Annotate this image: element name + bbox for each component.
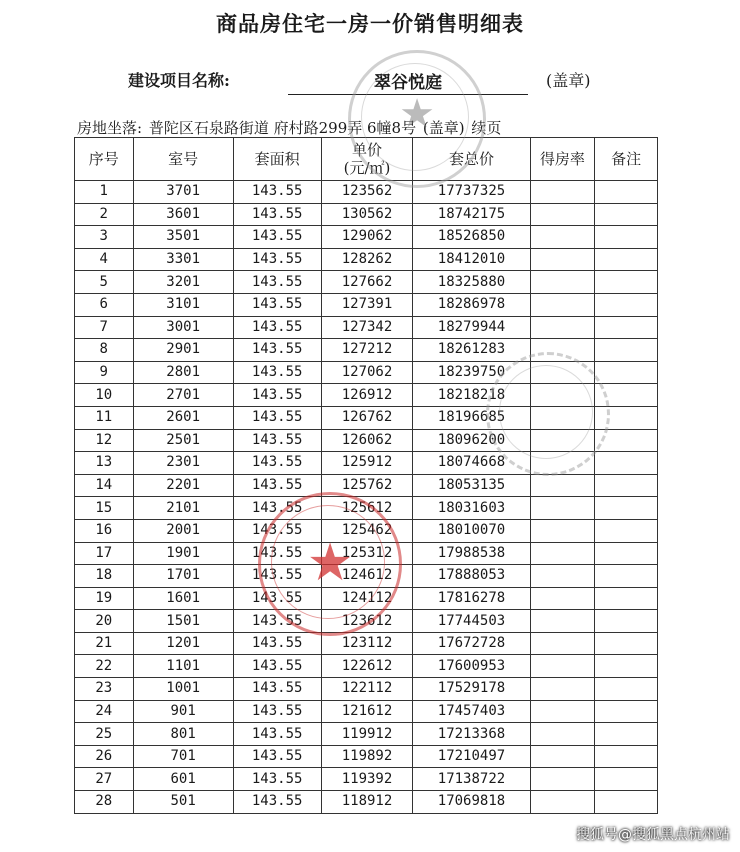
table-row xyxy=(75,474,658,497)
row-ratio xyxy=(530,293,595,316)
row-ratio xyxy=(530,655,595,678)
table-row xyxy=(75,542,658,565)
header-unit-price-label: 单价 xyxy=(352,141,383,159)
row-ratio xyxy=(530,678,595,701)
row-unit-price: 130562 xyxy=(321,203,413,226)
row-area: 143.55 xyxy=(233,452,321,475)
row-total: 18261283 xyxy=(413,339,530,362)
row-room: 801 xyxy=(133,723,233,746)
row-remark xyxy=(595,565,658,588)
table-row xyxy=(75,791,658,814)
address-seal-note: (盖章) xyxy=(422,119,465,137)
row-seq: 21 xyxy=(75,632,134,655)
row-ratio xyxy=(530,181,595,204)
row-room: 2901 xyxy=(133,339,233,362)
table-row xyxy=(75,203,658,226)
row-remark xyxy=(595,519,658,542)
row-room: 1101 xyxy=(133,655,233,678)
row-remark xyxy=(595,587,658,610)
row-seq: 26 xyxy=(75,745,134,768)
row-unit-price: 127342 xyxy=(321,316,413,339)
project-seal-note: (盖章) xyxy=(546,71,591,90)
table-row xyxy=(75,226,658,249)
row-room: 2001 xyxy=(133,519,233,542)
row-area: 143.55 xyxy=(233,768,321,791)
row-remark xyxy=(595,384,658,407)
table-row xyxy=(75,339,658,362)
row-area: 143.55 xyxy=(233,745,321,768)
row-total: 17672728 xyxy=(413,632,530,655)
row-remark xyxy=(595,339,658,362)
row-total: 18218218 xyxy=(413,384,530,407)
row-seq: 22 xyxy=(75,655,134,678)
row-ratio xyxy=(530,791,595,814)
row-seq: 12 xyxy=(75,429,134,452)
table-row xyxy=(75,429,658,452)
row-room: 3501 xyxy=(133,226,233,249)
row-total: 18412010 xyxy=(413,248,530,271)
row-remark xyxy=(595,542,658,565)
row-total: 17988538 xyxy=(413,542,530,565)
row-remark xyxy=(595,226,658,249)
row-total: 18742175 xyxy=(413,203,530,226)
row-seq: 1 xyxy=(75,181,134,204)
row-room: 501 xyxy=(133,791,233,814)
row-total: 18325880 xyxy=(413,271,530,294)
row-ratio xyxy=(530,587,595,610)
row-seq: 18 xyxy=(75,565,134,588)
row-remark xyxy=(595,406,658,429)
header-total: 套总价 xyxy=(413,138,530,181)
row-seq: 27 xyxy=(75,768,134,791)
row-ratio xyxy=(530,519,595,542)
row-remark xyxy=(595,745,658,768)
row-unit-price: 125912 xyxy=(321,452,413,475)
row-unit-price: 125462 xyxy=(321,519,413,542)
row-unit-price: 122112 xyxy=(321,678,413,701)
row-unit-price: 127212 xyxy=(321,339,413,362)
row-ratio xyxy=(530,226,595,249)
row-room: 1601 xyxy=(133,587,233,610)
row-room: 601 xyxy=(133,768,233,791)
row-unit-price: 125762 xyxy=(321,474,413,497)
row-remark xyxy=(595,429,658,452)
row-ratio xyxy=(530,745,595,768)
table-header-row xyxy=(75,138,658,181)
row-area: 143.55 xyxy=(233,610,321,633)
header-seq: 序号 xyxy=(75,138,134,181)
row-unit-price: 119892 xyxy=(321,745,413,768)
row-seq: 2 xyxy=(75,203,134,226)
header-unit-price xyxy=(321,138,413,181)
row-ratio xyxy=(530,339,595,362)
row-total: 17888053 xyxy=(413,565,530,588)
row-room: 1901 xyxy=(133,542,233,565)
row-total: 17069818 xyxy=(413,791,530,814)
row-seq: 10 xyxy=(75,384,134,407)
address-value: 普陀区石泉路街道 府村路299弄 6幢8号 xyxy=(148,119,417,137)
row-remark xyxy=(595,452,658,475)
row-seq: 7 xyxy=(75,316,134,339)
row-unit-price: 125612 xyxy=(321,497,413,520)
table-row xyxy=(75,406,658,429)
row-room: 2201 xyxy=(133,474,233,497)
row-ratio xyxy=(530,406,595,429)
row-remark xyxy=(595,768,658,791)
row-room: 3701 xyxy=(133,181,233,204)
table-row xyxy=(75,361,658,384)
row-room: 2701 xyxy=(133,384,233,407)
row-total: 17816278 xyxy=(413,587,530,610)
row-room: 1701 xyxy=(133,565,233,588)
row-unit-price: 129062 xyxy=(321,226,413,249)
table-row xyxy=(75,181,658,204)
row-ratio xyxy=(530,203,595,226)
row-total: 17213368 xyxy=(413,723,530,746)
row-ratio xyxy=(530,384,595,407)
row-ratio xyxy=(530,361,595,384)
document-title: 商品房住宅一房一价销售明细表 xyxy=(216,11,524,36)
row-area: 143.55 xyxy=(233,181,321,204)
row-area: 143.55 xyxy=(233,361,321,384)
row-unit-price: 124612 xyxy=(321,565,413,588)
row-area: 143.55 xyxy=(233,474,321,497)
row-area: 143.55 xyxy=(233,700,321,723)
row-seq: 4 xyxy=(75,248,134,271)
row-unit-price: 127662 xyxy=(321,271,413,294)
table-row xyxy=(75,632,658,655)
row-area: 143.55 xyxy=(233,542,321,565)
row-room: 3601 xyxy=(133,203,233,226)
row-total: 18239750 xyxy=(413,361,530,384)
row-room: 3001 xyxy=(133,316,233,339)
row-unit-price: 123112 xyxy=(321,632,413,655)
row-remark xyxy=(595,497,658,520)
row-total: 18053135 xyxy=(413,474,530,497)
table-row xyxy=(75,700,658,723)
row-ratio xyxy=(530,248,595,271)
table-row xyxy=(75,452,658,475)
row-ratio xyxy=(530,452,595,475)
row-total: 17529178 xyxy=(413,678,530,701)
row-area: 143.55 xyxy=(233,723,321,746)
row-unit-price: 127391 xyxy=(321,293,413,316)
table-row xyxy=(75,610,658,633)
row-remark xyxy=(595,293,658,316)
row-room: 2501 xyxy=(133,429,233,452)
row-remark xyxy=(595,474,658,497)
row-area: 143.55 xyxy=(233,339,321,362)
row-area: 143.55 xyxy=(233,429,321,452)
table-row xyxy=(75,745,658,768)
price-table xyxy=(74,137,658,814)
table-row xyxy=(75,565,658,588)
header-remark: 备注 xyxy=(595,138,658,181)
row-seq: 16 xyxy=(75,519,134,542)
row-remark xyxy=(595,791,658,814)
row-area: 143.55 xyxy=(233,271,321,294)
row-seq: 23 xyxy=(75,678,134,701)
row-seq: 19 xyxy=(75,587,134,610)
row-remark xyxy=(595,723,658,746)
row-remark xyxy=(595,700,658,723)
table-row xyxy=(75,248,658,271)
row-seq: 24 xyxy=(75,700,134,723)
row-seq: 17 xyxy=(75,542,134,565)
project-name: 翠谷悦庭 xyxy=(288,68,528,95)
row-total: 18010070 xyxy=(413,519,530,542)
row-ratio xyxy=(530,610,595,633)
row-total: 18526850 xyxy=(413,226,530,249)
row-ratio xyxy=(530,768,595,791)
row-room: 1201 xyxy=(133,632,233,655)
row-room: 1501 xyxy=(133,610,233,633)
row-room: 2101 xyxy=(133,497,233,520)
row-seq: 11 xyxy=(75,406,134,429)
seal-top-star-icon: ★ xyxy=(399,91,435,137)
row-remark xyxy=(595,361,658,384)
row-area: 143.55 xyxy=(233,203,321,226)
table-row xyxy=(75,316,658,339)
table-body xyxy=(75,181,658,814)
row-seq: 15 xyxy=(75,497,134,520)
row-ratio xyxy=(530,723,595,746)
row-unit-price: 126912 xyxy=(321,384,413,407)
row-total: 18196685 xyxy=(413,406,530,429)
table-row xyxy=(75,655,658,678)
header-ratio: 得房率 xyxy=(530,138,595,181)
row-remark xyxy=(595,248,658,271)
header-unit-price-unit: (元/㎡) xyxy=(343,159,391,177)
row-unit-price: 118912 xyxy=(321,791,413,814)
row-remark xyxy=(595,203,658,226)
row-total: 17600953 xyxy=(413,655,530,678)
address-row xyxy=(77,117,503,138)
row-ratio xyxy=(530,474,595,497)
row-remark xyxy=(595,632,658,655)
table-row xyxy=(75,271,658,294)
row-ratio xyxy=(530,429,595,452)
row-seq: 13 xyxy=(75,452,134,475)
table-row xyxy=(75,768,658,791)
row-room: 3201 xyxy=(133,271,233,294)
row-unit-price: 119392 xyxy=(321,768,413,791)
row-seq: 5 xyxy=(75,271,134,294)
row-unit-price: 126062 xyxy=(321,429,413,452)
row-remark xyxy=(595,655,658,678)
table-row xyxy=(75,384,658,407)
table-row xyxy=(75,678,658,701)
row-area: 143.55 xyxy=(233,678,321,701)
source-watermark: 搜狐号@搜狐黑点杭州站 xyxy=(576,827,730,843)
row-room: 2301 xyxy=(133,452,233,475)
row-room: 2801 xyxy=(133,361,233,384)
row-area: 143.55 xyxy=(233,293,321,316)
row-remark xyxy=(595,610,658,633)
row-room: 3301 xyxy=(133,248,233,271)
seal-star-icon: ★ xyxy=(306,533,354,593)
row-remark xyxy=(595,678,658,701)
row-total: 17210497 xyxy=(413,745,530,768)
row-seq: 14 xyxy=(75,474,134,497)
row-area: 143.55 xyxy=(233,384,321,407)
row-total: 18096200 xyxy=(413,429,530,452)
row-room: 2601 xyxy=(133,406,233,429)
header-area: 套面积 xyxy=(233,138,321,181)
row-unit-price: 125312 xyxy=(321,542,413,565)
project-label: 建设项目名称: xyxy=(128,71,230,90)
row-area: 143.55 xyxy=(233,497,321,520)
row-area: 143.55 xyxy=(233,587,321,610)
row-area: 143.55 xyxy=(233,565,321,588)
row-ratio xyxy=(530,700,595,723)
row-area: 143.55 xyxy=(233,248,321,271)
row-remark xyxy=(595,181,658,204)
row-ratio xyxy=(530,542,595,565)
row-total: 17744503 xyxy=(413,610,530,633)
row-area: 143.55 xyxy=(233,406,321,429)
row-seq: 3 xyxy=(75,226,134,249)
row-room: 901 xyxy=(133,700,233,723)
table-row xyxy=(75,497,658,520)
row-seq: 25 xyxy=(75,723,134,746)
row-ratio xyxy=(530,632,595,655)
continued-page-label: 续页 xyxy=(471,119,502,137)
row-unit-price: 128262 xyxy=(321,248,413,271)
row-ratio xyxy=(530,497,595,520)
row-total: 17457403 xyxy=(413,700,530,723)
row-seq: 8 xyxy=(75,339,134,362)
row-total: 18074668 xyxy=(413,452,530,475)
row-unit-price: 124112 xyxy=(321,587,413,610)
row-seq: 20 xyxy=(75,610,134,633)
row-area: 143.55 xyxy=(233,655,321,678)
row-unit-price: 127062 xyxy=(321,361,413,384)
row-unit-price: 123562 xyxy=(321,181,413,204)
row-area: 143.55 xyxy=(233,226,321,249)
row-total: 18286978 xyxy=(413,293,530,316)
row-area: 143.55 xyxy=(233,632,321,655)
row-total: 18279944 xyxy=(413,316,530,339)
row-unit-price: 123612 xyxy=(321,610,413,633)
row-area: 143.55 xyxy=(233,791,321,814)
row-unit-price: 119912 xyxy=(321,723,413,746)
row-remark xyxy=(595,316,658,339)
row-room: 1001 xyxy=(133,678,233,701)
row-area: 143.55 xyxy=(233,519,321,542)
row-total: 17138722 xyxy=(413,768,530,791)
header-room: 室号 xyxy=(133,138,233,181)
row-total: 18031603 xyxy=(413,497,530,520)
table-row xyxy=(75,587,658,610)
row-ratio xyxy=(530,565,595,588)
row-area: 143.55 xyxy=(233,316,321,339)
row-seq: 6 xyxy=(75,293,134,316)
address-label: 房地坐落: xyxy=(77,119,143,137)
table-row xyxy=(75,723,658,746)
row-unit-price: 121612 xyxy=(321,700,413,723)
row-seq: 28 xyxy=(75,791,134,814)
row-remark xyxy=(595,271,658,294)
row-total: 17737325 xyxy=(413,181,530,204)
row-seq: 9 xyxy=(75,361,134,384)
row-ratio xyxy=(530,271,595,294)
row-unit-price: 126762 xyxy=(321,406,413,429)
table-row xyxy=(75,293,658,316)
project-row xyxy=(128,66,628,94)
row-room: 701 xyxy=(133,745,233,768)
table-row xyxy=(75,519,658,542)
row-ratio xyxy=(530,316,595,339)
row-room: 3101 xyxy=(133,293,233,316)
row-unit-price: 122612 xyxy=(321,655,413,678)
